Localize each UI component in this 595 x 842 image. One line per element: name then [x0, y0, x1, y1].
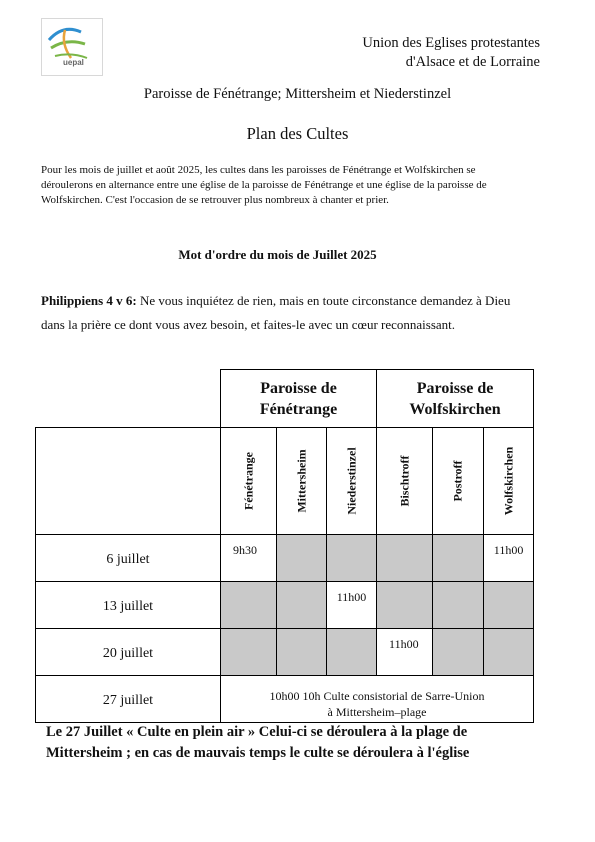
verse-reference: Philippiens 4 v 6: — [41, 293, 137, 308]
church-header — [221, 428, 277, 535]
church-label: Postroff — [450, 460, 465, 502]
empty-cell — [433, 535, 484, 582]
empty-cell — [327, 629, 377, 676]
empty-cell — [433, 582, 484, 629]
church-header — [277, 428, 327, 535]
date-cell: 13 juillet — [36, 582, 221, 629]
church-label: Niederstinzel — [344, 447, 359, 515]
church-label: Bischtroff — [397, 455, 412, 507]
table-row — [36, 629, 534, 676]
parish1-line-1: Paroisse de — [260, 379, 337, 397]
plan-title: Plan des Cultes — [246, 124, 349, 143]
time-cell: 9h30 — [221, 535, 277, 582]
verse-text-2: dans la prière ce dont vous avez besoin, et faites-le avec un cœur reconnaissant. — [41, 317, 456, 332]
church-header — [433, 428, 484, 535]
parish-header-fenetrange — [221, 370, 377, 428]
parish1-line-2: Fénétrange — [259, 400, 338, 418]
empty-cell — [377, 582, 433, 629]
empty-cell — [327, 535, 377, 582]
table-row — [36, 535, 534, 582]
intro-paragraph — [41, 163, 556, 209]
motto-title: Mot d'ordre du mois de Juillet 2025 — [178, 247, 377, 262]
table-corner — [36, 370, 221, 428]
parish2-line-1: Paroisse de — [416, 379, 494, 397]
intro-line-3: Wolfskirchen. C'est l'occasion de se retrouver plus nombreux à chanter et prier. — [41, 194, 389, 207]
date-cell: 27 juillet — [36, 676, 221, 723]
empty-cell — [221, 582, 277, 629]
empty-cell — [433, 629, 484, 676]
church-label: Fénétrange — [241, 452, 255, 510]
union-line-1: Union des Eglises protestantes — [362, 35, 540, 51]
parish2-line-2: Wolfskirchen — [409, 400, 501, 418]
table-row — [36, 676, 534, 723]
time-cell: 11h00 — [377, 629, 433, 676]
church-header — [327, 428, 377, 535]
empty-cell — [484, 582, 534, 629]
logo-text: uepal — [63, 58, 84, 67]
parish-line: Paroisse de Fénétrange; Mittersheim et Niederstinzel — [143, 86, 452, 102]
table-row — [36, 582, 534, 629]
schedule-table — [35, 369, 534, 723]
table-header-row — [36, 370, 534, 428]
church-header-row — [36, 428, 534, 535]
time-cell: 11h00 — [484, 535, 534, 582]
church-label: Wolfskirchen — [501, 446, 516, 516]
uepal-logo-icon — [41, 18, 103, 76]
empty-cell — [277, 582, 327, 629]
note-line-1: Le 27 Juillet « Culte en plein air » Celui-ci se déroulera à la plage de — [46, 724, 468, 740]
church-header — [377, 428, 433, 535]
parish-header-wolfskirchen — [377, 370, 534, 428]
date-cell: 20 juillet — [36, 629, 221, 676]
union-line-2: d'Alsace et de Lorraine — [405, 54, 540, 70]
verse-text-1: Ne vous inquiétez de rien, mais en toute circonstance demandez à Dieu — [136, 293, 511, 308]
church-label: Mittersheim — [294, 449, 308, 513]
intro-line-1: Pour les mois de juillet et août 2025, les cultes dans les paroisses de Fénétrange et Wolfskirchen se — [41, 164, 476, 176]
empty-cell — [377, 535, 433, 582]
empty-cell — [484, 629, 534, 676]
intro-line-2: déroulerons en alternance entre une église de la paroisse de Fénétrange et une église de la paroisse de — [41, 179, 487, 192]
empty-cell — [277, 629, 327, 676]
merged-line-2: à Mittersheim–plage — [327, 705, 427, 719]
verse-paragraph — [41, 289, 556, 337]
union-header — [280, 34, 540, 72]
note-line-2: Mittersheim ; en cas de mauvais temps le culte se déroulera à l'église — [46, 745, 470, 761]
empty-cell — [221, 629, 277, 676]
outdoor-service-note — [46, 722, 566, 764]
merged-line-1: 10h00 10h Culte consistorial de Sarre-Union — [269, 689, 485, 703]
time-cell: 11h00 — [327, 582, 377, 629]
empty-cell — [277, 535, 327, 582]
church-header-blank — [36, 428, 221, 535]
church-header — [484, 428, 534, 535]
date-cell: 6 juillet — [36, 535, 221, 582]
merged-service-cell — [221, 676, 534, 723]
uepal-logo — [41, 18, 103, 76]
